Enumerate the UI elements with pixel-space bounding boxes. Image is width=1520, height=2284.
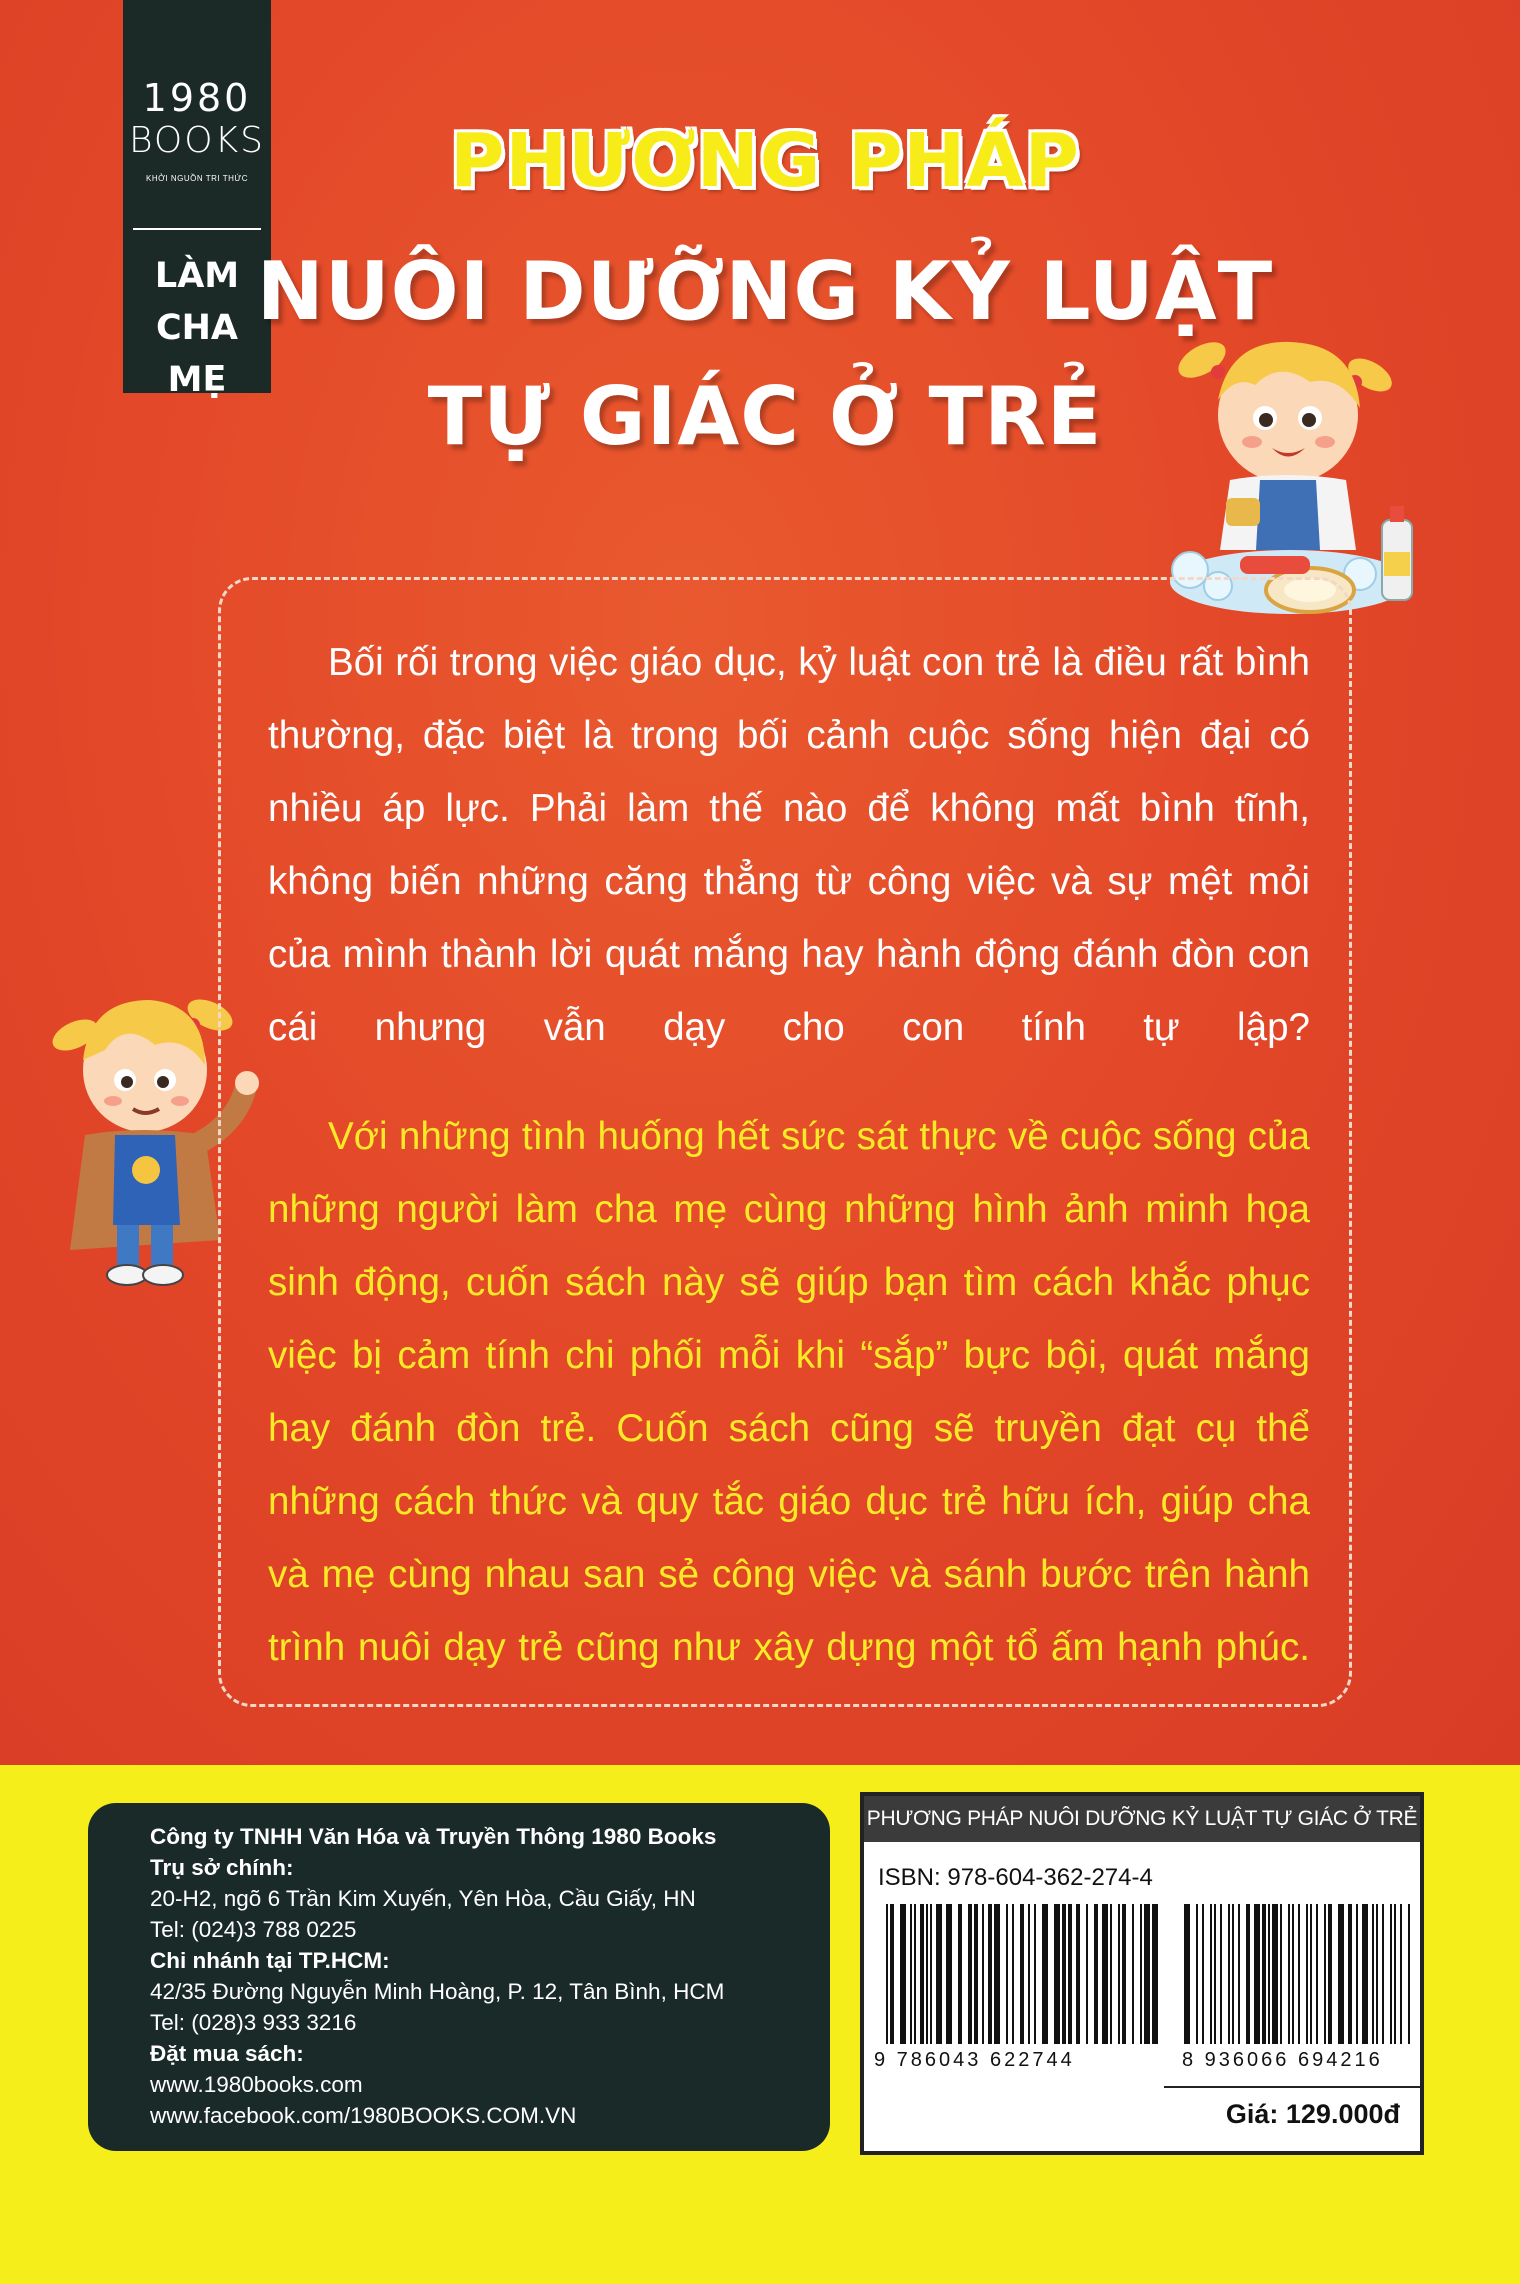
barcode-bar (1076, 1904, 1080, 2044)
barcode-bar (1110, 1904, 1112, 2044)
barcode-bar (946, 1904, 952, 2044)
publisher-logo-word: BOOKS (128, 120, 266, 161)
publisher-tab-divider (133, 228, 261, 230)
branch-address: 42/35 Đường Nguyễn Minh Hoàng, P. 12, Tân Bình, HCM (150, 1979, 725, 2004)
series-label-line1: LÀM (154, 256, 240, 296)
branch-label: Chi nhánh tại TP.HCM: (150, 1948, 390, 1973)
order-label: Đặt mua sách: (150, 2041, 304, 2066)
barcode-bar (1390, 1904, 1392, 2044)
isbn-barcode (886, 1904, 1162, 2044)
barcode-bar (1034, 1904, 1036, 2044)
barcode-bar (1028, 1904, 1030, 2044)
publisher-company: Công ty TNHH Văn Hóa và Truyền Thông 1980 Books (150, 1824, 717, 1849)
blurb-paragraph-2-main: Với những tình huống hết sức sát thực về cuộc sống của những người làm cha mẹ cùng những hình ảnh minh họa sinh động, cuốn sách này sẽ giúp bạn tìm cách khắc phục việc bị cảm tính chi phối mỗi khi “sắp” bực bội, quát mắng hay đánh đòn trẻ. Cuốn sách cũng sẽ truyền đạt cụ thể những cách thức và quy tắc giáo dục trẻ hữu ích, giúp cha và mẹ cùng nhau san sẻ công việc và sánh bước trên hành (268, 1115, 1310, 1596)
barcode-bar (1196, 1904, 1198, 2044)
barcode-bar (1238, 1904, 1240, 2044)
barcode-bar (1292, 1904, 1294, 2044)
barcode-bar (936, 1904, 942, 2044)
barcode-bar (920, 1904, 924, 2044)
blurb-paragraph-2 (268, 1100, 1310, 1684)
barcode-bar (1400, 1904, 1402, 2044)
barcode-bar (988, 1904, 992, 2044)
series-label-line2: CHA MẸ (155, 308, 239, 400)
barcode-bar (1408, 1904, 1410, 2044)
title-line-2: NUÔI DƯỠNG KỶ LUẬT (256, 245, 1274, 338)
isbn-number: ISBN: 978-604-362-274-4 (878, 1864, 1153, 1891)
barcode-bar (914, 1904, 916, 2044)
publisher-logo-tagline: KHỞI NGUỒN TRI THỨC (145, 174, 248, 183)
barcode-bar (1232, 1904, 1234, 2044)
barcode-bar (982, 1904, 984, 2044)
barcode-bar (1144, 1904, 1150, 2044)
barcode-bar (1394, 1904, 1396, 2044)
barcode-bar (1316, 1904, 1318, 2044)
title-line-3: TỰ GIÁC Ở TRẺ (427, 370, 1103, 463)
barcode-bar (994, 1904, 1000, 2044)
barcode-bar (886, 1904, 888, 2044)
price-divider (1164, 2086, 1420, 2088)
price-label: Giá: 129.000đ (1225, 2099, 1400, 2129)
barcode-bar (1054, 1904, 1060, 2044)
barcode-bar (1254, 1904, 1260, 2044)
barcode-bar (974, 1904, 978, 2044)
barcode-bar (890, 1904, 894, 2044)
barcode-bar (1122, 1904, 1126, 2044)
barcode-bar (1298, 1904, 1300, 2044)
barcode-bar (1362, 1904, 1368, 2044)
barcode-bar (968, 1904, 972, 2044)
barcode-bar (1012, 1904, 1014, 2044)
publisher-logo-number: 1980 (142, 76, 252, 120)
barcode-bar (1140, 1904, 1142, 2044)
barcode-bar (1262, 1904, 1266, 2044)
hq-label: Trụ sở chính: (150, 1855, 294, 1880)
barcode-panel (860, 1792, 1424, 2155)
barcode-bar (910, 1904, 912, 2044)
barcode-bar (1356, 1904, 1358, 2044)
isbn-barcode-digits: 9 786043 622744 (874, 2049, 1075, 2071)
barcode-bar (1372, 1904, 1374, 2044)
blurb-paragraph-1 (268, 626, 1310, 1064)
hq-address: 20-H2, ngõ 6 Trần Kim Xuyến, Yên Hòa, Cầu Giấy, HN (150, 1886, 696, 1911)
blurb-paragraph-2-last: trình nuôi dạy trẻ cũng như xây dựng một tổ ấm hạnh phúc. (268, 1626, 1310, 1669)
website-link[interactable]: www.1980books.com (150, 2072, 363, 2097)
barcode-bar (1382, 1904, 1384, 2044)
title-line-1: PHƯƠNG PHÁP (450, 118, 1080, 204)
product-barcode-digits: 8 936066 694216 (1182, 2049, 1383, 2071)
publisher-info-box (88, 1803, 830, 2151)
branch-tel: Tel: (028)3 933 3216 (150, 2010, 357, 2035)
barcode-bar (1288, 1904, 1290, 2044)
barcode-bar (1184, 1904, 1190, 2044)
barcode-bar (1118, 1904, 1120, 2044)
hq-tel: Tel: (024)3 788 0225 (150, 1917, 357, 1942)
barcode-bar (930, 1904, 932, 2044)
barcode-bar (1202, 1904, 1204, 2044)
barcode-bar (1280, 1904, 1282, 2044)
barcode-bar (1042, 1904, 1048, 2044)
barcode-bar (958, 1904, 962, 2044)
barcode-bar (1376, 1904, 1378, 2044)
barcode-bar (1086, 1904, 1088, 2044)
barcode-bar (1338, 1904, 1344, 2044)
barcode-bar (1020, 1904, 1024, 2044)
barcode-bar (1094, 1904, 1098, 2044)
barcode-bar (1228, 1904, 1230, 2044)
barcode-bar (1214, 1904, 1216, 2044)
barcode-bar (1062, 1904, 1066, 2044)
barcode-bar (1132, 1904, 1134, 2044)
facebook-link[interactable]: www.facebook.com/1980BOOKS.COM.VN (150, 2103, 577, 2128)
barcode-bar (1210, 1904, 1212, 2044)
barcode-bar (900, 1904, 906, 2044)
barcode-book-title: PHƯƠNG PHÁP NUÔI DƯỠNG KỶ LUẬT TỰ GIÁC Ở TRẺ (864, 1796, 1420, 1842)
barcode-bar (926, 1904, 928, 2044)
barcode-bar (1220, 1904, 1222, 2044)
blurb-paragraph-1-last: đánh đòn con cái nhưng vẫn dạy cho con tính tự lập? (268, 933, 1311, 1049)
barcode-bar (1272, 1904, 1278, 2044)
barcode-bar (1310, 1904, 1312, 2044)
product-barcode (1184, 1904, 1412, 2044)
barcode-bar (1006, 1904, 1008, 2044)
barcode-bar (1152, 1904, 1158, 2044)
barcode-bar (1328, 1904, 1332, 2044)
barcode-bar (1268, 1904, 1270, 2044)
barcode-bar (1102, 1904, 1108, 2044)
blurb-paragraph-1-main: Bối rối trong việc giáo dục, kỷ luật con trẻ là điều rất bình thường, đặc biệt là trong bối cảnh cuộc sống hiện đại có nhiều áp lực. Phải làm thế nào để không mất bình tĩnh, không biến những căng thẳng từ công việc và sự mệt mỏi của mình thành lời quát mắng hay hành động (268, 641, 1310, 976)
barcode-bar (1246, 1904, 1250, 2044)
barcode-bar (1306, 1904, 1308, 2044)
barcode-bar (1324, 1904, 1326, 2044)
barcode-bar (1068, 1904, 1072, 2044)
barcode-bar (1348, 1904, 1352, 2044)
